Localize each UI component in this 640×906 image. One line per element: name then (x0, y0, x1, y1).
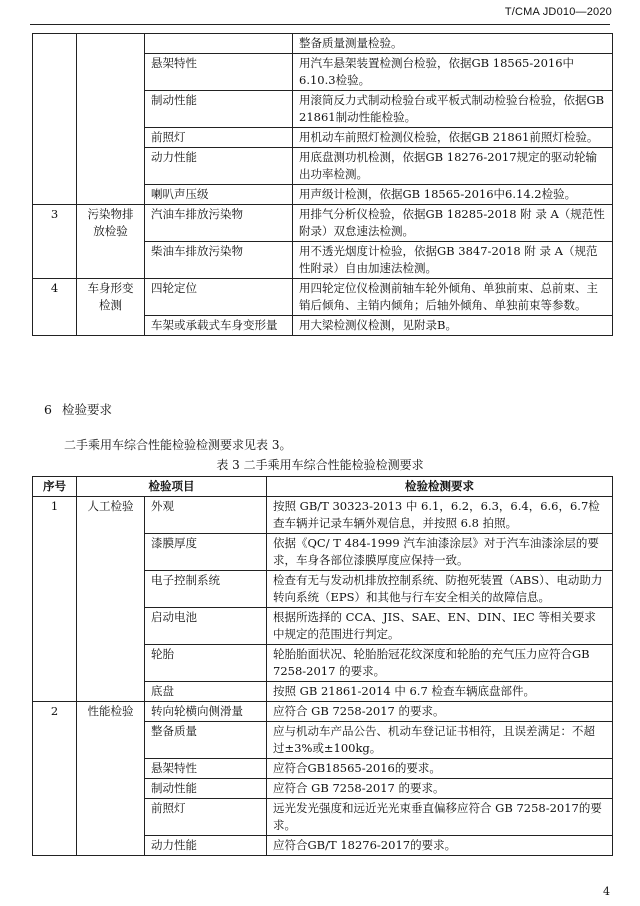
group-number: 2 (33, 702, 77, 856)
row-method: 用声级计检测，依据GB 18565-2016中6.14.2检验。 (293, 185, 613, 205)
section-heading (44, 400, 112, 418)
table-row (33, 702, 613, 722)
row-method: 用滚筒反力式制动检验台或平板式制动检验台检验，依据GB 21861制动性能检验。 (293, 91, 613, 128)
row-item: 底盘 (145, 682, 267, 702)
row-item: 悬架特性 (145, 54, 293, 91)
document-code: T/CMA JD010—2020 (504, 6, 612, 18)
page-number: 4 (603, 885, 610, 898)
row-item: 动力性能 (145, 148, 293, 185)
header-rule (30, 24, 610, 25)
row-requirement: 应与机动车产品公告、机动车登记证书相符，且误差满足：不超过±3%或±100kg。 (267, 722, 613, 759)
row-item: 制动性能 (145, 779, 267, 799)
row-item: 喇叭声压级 (145, 185, 293, 205)
row-item: 悬架特性 (145, 759, 267, 779)
header-no: 序号 (33, 477, 77, 497)
row-category (77, 34, 145, 205)
row-item: 转向轮横向侧滑量 (145, 702, 267, 722)
row-item: 四轮定位 (145, 279, 293, 316)
row-category: 车身形变检测 (77, 279, 145, 336)
row-number: 4 (33, 279, 77, 336)
table-row (33, 34, 613, 54)
section-paragraph: 二手乘用车综合性能检验检测要求见表 3。 (64, 438, 292, 452)
table-row (33, 497, 613, 534)
group-category: 性能检验 (77, 702, 145, 856)
row-requirement: 检查有无与发动机排放控制系统、防抱死装置（ABS）、电动助力转向系统（EPS）和其他与行车安全相关的故障信息。 (267, 571, 613, 608)
row-item: 车架或承载式车身变形量 (145, 316, 293, 336)
row-method: 用底盘测功机检测，依据GB 18276-2017规定的驱动轮输出功率检测。 (293, 148, 613, 185)
header-item: 检验项目 (77, 477, 267, 497)
row-item: 漆膜厚度 (145, 534, 267, 571)
row-item: 前照灯 (145, 799, 267, 836)
row-item: 柴油车排放污染物 (145, 242, 293, 279)
row-requirement: 应符合 GB 7258-2017 的要求。 (267, 779, 613, 799)
row-method: 用排气分析仪检验，依据GB 18285-2018 附 录 A（规范性附录）双怠速法检测。 (293, 205, 613, 242)
row-requirement: 轮胎胎面状况、轮胎胎冠花纹深度和轮胎的充气压力应符合GB 7258-2017 的要求。 (267, 645, 613, 682)
row-item: 启动电池 (145, 608, 267, 645)
row-item (145, 34, 293, 54)
section-title: 检验要求 (61, 402, 112, 417)
row-method: 用不透光烟度计检验，依据GB 3847-2018 附 录 A（规范性附录）自由加速法检测。 (293, 242, 613, 279)
table-row (33, 279, 613, 316)
row-method: 用汽车悬架装置检测台检验，依据GB 18565-2016中6.10.3检验。 (293, 54, 613, 91)
row-item: 前照灯 (145, 128, 293, 148)
table-caption: 表 3 二手乘用车综合性能检验检测要求 (216, 458, 424, 472)
row-method: 用大梁检测仪检测，见附录B。 (293, 316, 613, 336)
inspection-method-table (32, 33, 613, 336)
row-requirement: 应符合 GB 7258-2017 的要求。 (267, 702, 613, 722)
inspection-requirements-table (32, 476, 613, 856)
table-header-row (33, 477, 613, 497)
row-requirement: 远光发光强度和远近光光束垂直偏移应符合 GB 7258-2017的要求。 (267, 799, 613, 836)
row-number (33, 34, 77, 205)
header-requirement: 检验检测要求 (267, 477, 613, 497)
row-requirement: 按照 GB 21861-2014 中 6.7 检查车辆底盘部件。 (267, 682, 613, 702)
row-method: 用四轮定位仪检测前轴车轮外倾角、单独前束、总前束、主销后倾角、主销内倾角；后轴外倾角、单独前束等参数。 (293, 279, 613, 316)
row-requirement: 依据《QC/ T 484-1999 汽车油漆涂层》对于汽车油漆涂层的要求，车身各部位漆膜厚度应保持一致。 (267, 534, 613, 571)
row-item: 轮胎 (145, 645, 267, 682)
row-number: 3 (33, 205, 77, 279)
row-requirement: 应符合GB18565-2016的要求。 (267, 759, 613, 779)
row-requirement: 应符合GB/T 18276-2017的要求。 (267, 836, 613, 856)
row-item: 整备质量 (145, 722, 267, 759)
row-item: 制动性能 (145, 91, 293, 128)
group-number: 1 (33, 497, 77, 702)
row-method: 整备质量测量检验。 (293, 34, 613, 54)
group-category: 人工检验 (77, 497, 145, 702)
section-number: 6 (44, 402, 52, 417)
table-row (33, 205, 613, 242)
row-item: 汽油车排放污染物 (145, 205, 293, 242)
row-method: 用机动车前照灯检测仪检验，依据GB 21861前照灯检验。 (293, 128, 613, 148)
row-item: 动力性能 (145, 836, 267, 856)
row-item: 外观 (145, 497, 267, 534)
row-category: 污染物排放检验 (77, 205, 145, 279)
row-item: 电子控制系统 (145, 571, 267, 608)
row-requirement: 按照 GB/T 30323-2013 中 6.1，6.2，6.3，6.4，6.6，6.7检查车辆并记录车辆外观信息，并按照 6.8 拍照。 (267, 497, 613, 534)
row-requirement: 根据所选择的 CCA、JIS、SAE、EN、DIN、IEC 等相关要求中规定的范围进行判定。 (267, 608, 613, 645)
